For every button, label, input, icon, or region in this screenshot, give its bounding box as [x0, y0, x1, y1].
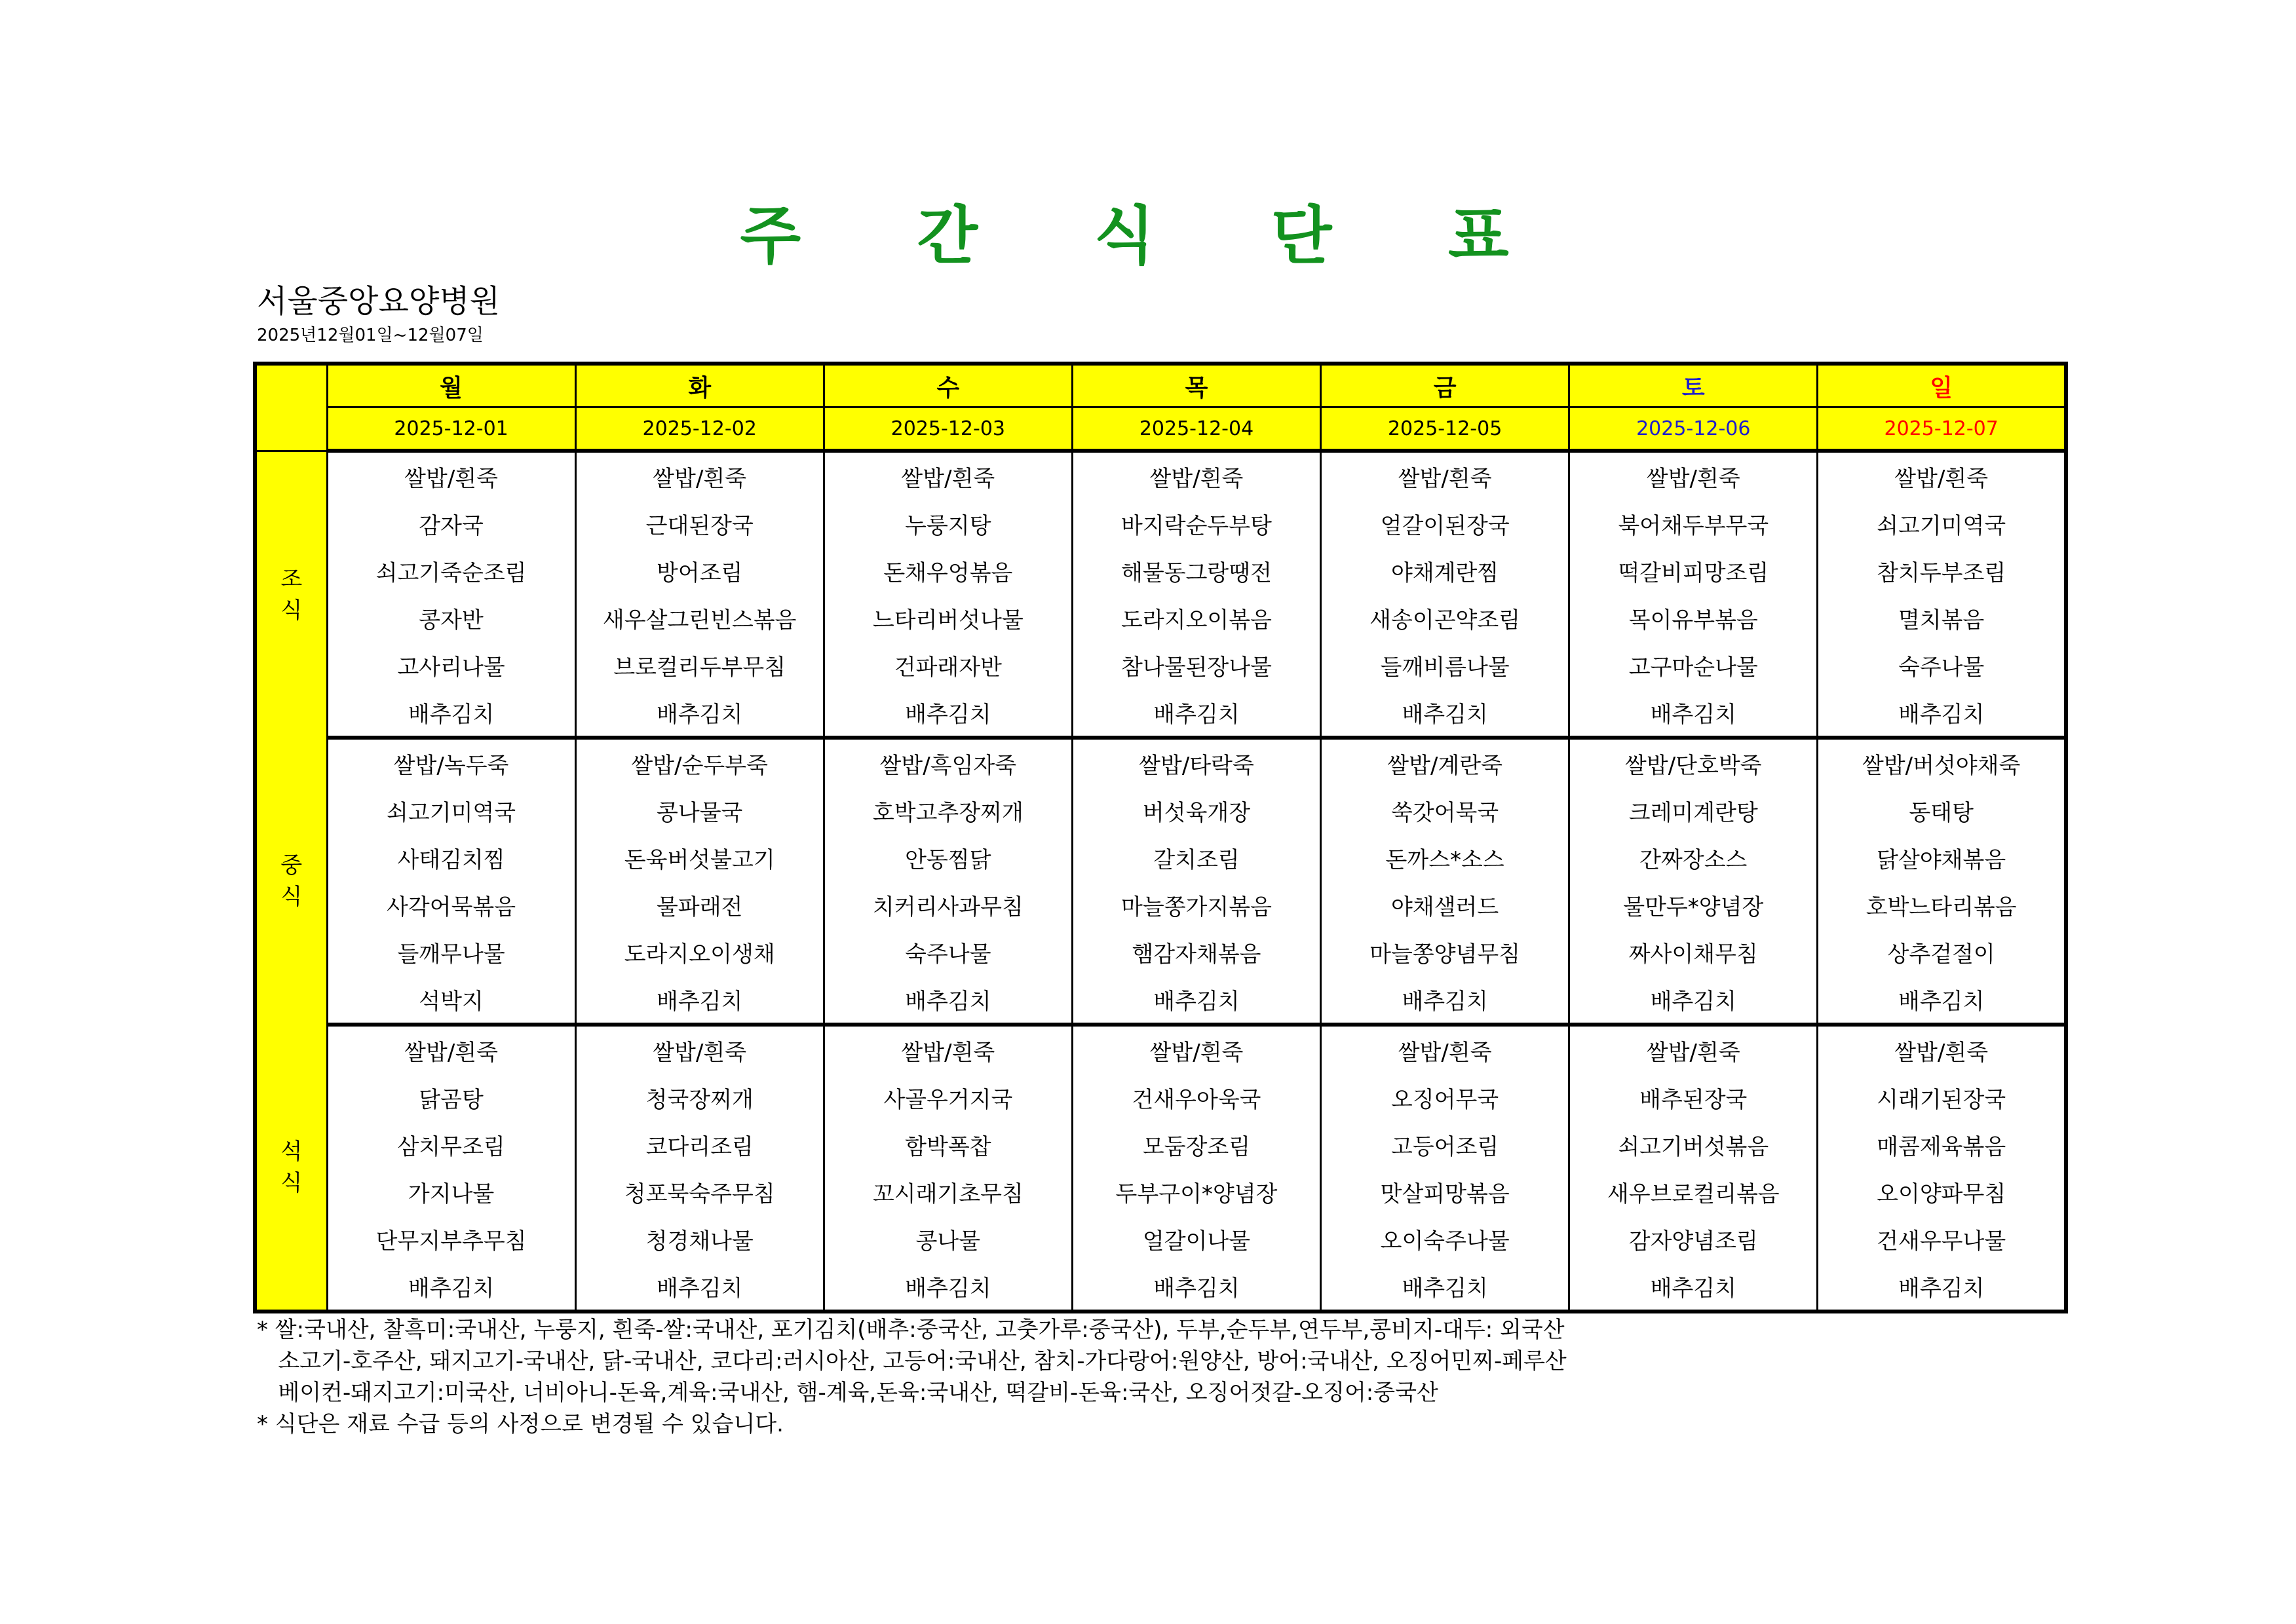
dish-cell: 상추겉절이	[1818, 928, 2066, 975]
dish-cell: 함박폭찹	[824, 1121, 1072, 1168]
dish-cell: 쌀밥/흰죽	[824, 451, 1072, 500]
table-row	[255, 1121, 2066, 1168]
table-row	[255, 641, 2066, 689]
dish-cell: 북어채두부무국	[1569, 500, 1818, 547]
origin-notes	[257, 1314, 1567, 1440]
dish-cell: 참나물된장나물	[1072, 641, 1320, 689]
dish-cell: 간짜장소스	[1569, 834, 1818, 881]
dish-cell: 호박느타리볶음	[1818, 881, 2066, 928]
dish-cell: 쌀밥/버섯야채죽	[1818, 738, 2066, 787]
page-title: 주 간 식 단 표	[740, 199, 1556, 273]
table-row	[255, 738, 2066, 787]
table-row	[255, 594, 2066, 641]
menu-period: 2025년12월01일~12월07일	[257, 326, 484, 345]
table-row	[255, 451, 2066, 500]
day-date: 2025-12-03	[824, 407, 1072, 451]
dish-cell: 마늘쫑가지볶음	[1072, 881, 1320, 928]
dish-cell: 얼갈이된장국	[1321, 500, 1569, 547]
dish-cell: 해물동그랑땡전	[1072, 547, 1320, 594]
dish-cell: 새우브로컬리볶음	[1569, 1168, 1818, 1215]
dish-cell: 햄감자채볶음	[1072, 928, 1320, 975]
dish-cell: 배추김치	[1072, 975, 1320, 1025]
dish-cell: 도라지오이생채	[575, 928, 824, 975]
dish-cell: 쌀밥/단호박죽	[1569, 738, 1818, 787]
dish-cell: 브로컬리두부무침	[575, 641, 824, 689]
dish-cell: 배추김치	[824, 975, 1072, 1025]
dish-cell: 사태김치찜	[327, 834, 575, 881]
dish-cell: 쌀밥/흰죽	[327, 451, 575, 500]
dish-cell: 쇠고기미역국	[327, 787, 575, 834]
dish-cell: 쌀밥/흰죽	[1569, 1025, 1818, 1074]
dish-cell: 쌀밥/흰죽	[1321, 451, 1569, 500]
dish-cell: 단무지부추무침	[327, 1215, 575, 1262]
dish-cell: 쌀밥/흰죽	[1321, 1025, 1569, 1074]
dish-cell: 갈치조림	[1072, 834, 1320, 881]
dish-cell: 쇠고기미역국	[1818, 500, 2066, 547]
dish-cell: 얼갈이나물	[1072, 1215, 1320, 1262]
dish-cell: 쌀밥/흰죽	[1072, 1025, 1320, 1074]
dish-cell: 치커리사과무침	[824, 881, 1072, 928]
dish-cell: 배추김치	[824, 1262, 1072, 1312]
table-row	[255, 1262, 2066, 1312]
table-row	[255, 689, 2066, 738]
dish-cell: 배추김치	[1818, 689, 2066, 738]
dish-cell: 바지락순두부탕	[1072, 500, 1320, 547]
dish-cell: 쌀밥/흰죽	[1818, 451, 2066, 500]
dish-cell: 콩나물	[824, 1215, 1072, 1262]
hospital-name: 서울중앙요양병원	[257, 283, 500, 320]
dish-cell: 배추김치	[1321, 975, 1569, 1025]
dish-cell: 배추김치	[824, 689, 1072, 738]
note-line: * 쌀:국내산, 찰흑미:국내산, 누룽지, 흰죽-쌀:국내산, 포기김치(배추:중국산, 고춧가루:중국산), 두부,순두부,연두부,콩비지-대두: 외국산	[257, 1317, 1565, 1343]
dish-cell: 새우살그린빈스볶음	[575, 594, 824, 641]
header-corner	[255, 364, 327, 451]
dish-cell: 쌀밥/순두부죽	[575, 738, 824, 787]
dish-cell: 쌀밥/흰죽	[327, 1025, 575, 1074]
dish-cell: 배추김치	[575, 975, 824, 1025]
dish-cell: 감자국	[327, 500, 575, 547]
day-date: 2025-12-04	[1072, 407, 1320, 451]
dish-cell: 감자양념조림	[1569, 1215, 1818, 1262]
dish-cell: 멸치볶음	[1818, 594, 2066, 641]
dish-cell: 닭곰탕	[327, 1074, 575, 1121]
dish-cell: 짜사이채무침	[1569, 928, 1818, 975]
dish-cell: 배추김치	[1569, 1262, 1818, 1312]
dish-cell: 돈채우엉볶음	[824, 547, 1072, 594]
dish-cell: 느타리버섯나물	[824, 594, 1072, 641]
dish-cell: 숙주나물	[1818, 641, 2066, 689]
note-line: 베이컨-돼지고기:미국산, 너비아니-돈육,계육:국내산, 햄-계육,돈육:국내산, 떡갈비-돈육:국산, 오징어젓갈-오징어:중국산	[257, 1380, 1438, 1406]
dish-cell: 쌀밥/흰죽	[1569, 451, 1818, 500]
dish-cell: 쌀밥/흰죽	[575, 1025, 824, 1074]
dish-cell: 고구마순나물	[1569, 641, 1818, 689]
dish-cell: 동태탕	[1818, 787, 2066, 834]
dish-cell: 쌀밥/흰죽	[1818, 1025, 2066, 1074]
dish-cell: 버섯육개장	[1072, 787, 1320, 834]
dish-cell: 호박고추장찌개	[824, 787, 1072, 834]
table-row	[255, 928, 2066, 975]
dish-cell: 가지나물	[327, 1168, 575, 1215]
meal-label-text: 석 식	[280, 1138, 303, 1196]
day-date: 2025-12-01	[327, 407, 575, 451]
dish-cell: 들깨비름나물	[1321, 641, 1569, 689]
meal-label-text: 조 식	[280, 565, 303, 624]
dish-cell: 참치두부조림	[1818, 547, 2066, 594]
dish-cell: 배추김치	[1569, 975, 1818, 1025]
table-row	[255, 547, 2066, 594]
dish-cell: 안동찜닭	[824, 834, 1072, 881]
dish-cell: 시래기된장국	[1818, 1074, 2066, 1121]
day-name: 일	[1818, 364, 2066, 407]
dish-cell: 돈까스*소스	[1321, 834, 1569, 881]
meal-label	[255, 1025, 327, 1312]
dish-cell: 청포묵숙주무침	[575, 1168, 824, 1215]
dish-cell: 사각어묵볶음	[327, 881, 575, 928]
dish-cell: 크레미계란탕	[1569, 787, 1818, 834]
table-row	[255, 834, 2066, 881]
dish-cell: 닭살야채볶음	[1818, 834, 2066, 881]
dish-cell: 배추김치	[327, 1262, 575, 1312]
dish-cell: 배추김치	[1818, 975, 2066, 1025]
dish-cell: 오징어무국	[1321, 1074, 1569, 1121]
dish-cell: 야채샐러드	[1321, 881, 1569, 928]
dish-cell: 배추김치	[1072, 689, 1320, 738]
dish-cell: 배추김치	[575, 689, 824, 738]
table-row	[255, 975, 2066, 1025]
dish-cell: 건새우아욱국	[1072, 1074, 1320, 1121]
note-line: * 식단은 재료 수급 등의 사정으로 변경될 수 있습니다.	[257, 1411, 784, 1437]
dish-cell: 두부구이*양념장	[1072, 1168, 1320, 1215]
dish-cell: 쌀밥/계란죽	[1321, 738, 1569, 787]
dish-cell: 배추김치	[1818, 1262, 2066, 1312]
dish-cell: 물만두*양념장	[1569, 881, 1818, 928]
dish-cell: 사골우거지국	[824, 1074, 1072, 1121]
day-date: 2025-12-06	[1569, 407, 1818, 451]
day-date: 2025-12-07	[1818, 407, 2066, 451]
table-row	[255, 1215, 2066, 1262]
day-name: 화	[575, 364, 824, 407]
dish-cell: 물파래전	[575, 881, 824, 928]
dish-cell: 모둠장조림	[1072, 1121, 1320, 1168]
note-line: 소고기-호주산, 돼지고기-국내산, 닭-국내산, 코다리:러시아산, 고등어:국내산, 참치-가다랑어:원양산, 방어:국내산, 오징어민찌-페루산	[257, 1348, 1567, 1374]
dish-cell: 마늘쫑양념무침	[1321, 928, 1569, 975]
day-name: 토	[1569, 364, 1818, 407]
dish-cell: 돈육버섯불고기	[575, 834, 824, 881]
dish-cell: 코다리조림	[575, 1121, 824, 1168]
dish-cell: 숙주나물	[824, 928, 1072, 975]
day-name: 월	[327, 364, 575, 407]
dish-cell: 배추김치	[327, 689, 575, 738]
dish-cell: 쌀밥/흑임자죽	[824, 738, 1072, 787]
dish-cell: 오이숙주나물	[1321, 1215, 1569, 1262]
dish-cell: 배추김치	[1321, 689, 1569, 738]
table-row	[255, 1074, 2066, 1121]
meal-label	[255, 451, 327, 738]
table-row	[255, 881, 2066, 928]
dish-cell: 오이양파무침	[1818, 1168, 2066, 1215]
dish-cell: 방어조림	[575, 547, 824, 594]
dish-cell: 콩자반	[327, 594, 575, 641]
dish-cell: 쌀밥/녹두죽	[327, 738, 575, 787]
table-row	[255, 1025, 2066, 1074]
dish-cell: 목이유부볶음	[1569, 594, 1818, 641]
dish-cell: 쌀밥/타락죽	[1072, 738, 1320, 787]
dish-cell: 석박지	[327, 975, 575, 1025]
dish-cell: 배추된장국	[1569, 1074, 1818, 1121]
dish-cell: 매콤제육볶음	[1818, 1121, 2066, 1168]
dish-cell: 배추김치	[575, 1262, 824, 1312]
meal-label-text: 중 식	[280, 852, 303, 910]
day-header-row	[255, 364, 2066, 407]
dish-cell: 새송이곤약조림	[1321, 594, 1569, 641]
dish-cell: 청국장찌개	[575, 1074, 824, 1121]
dish-cell: 쌀밥/흰죽	[575, 451, 824, 500]
dish-cell: 배추김치	[1569, 689, 1818, 738]
day-name: 금	[1321, 364, 1569, 407]
dish-cell: 들깨무나물	[327, 928, 575, 975]
dish-cell: 쌀밥/흰죽	[824, 1025, 1072, 1074]
day-name: 목	[1072, 364, 1320, 407]
dish-cell: 쑥갓어묵국	[1321, 787, 1569, 834]
dish-cell: 고등어조림	[1321, 1121, 1569, 1168]
dish-cell: 건새우무나물	[1818, 1215, 2066, 1262]
dish-cell: 청경채나물	[575, 1215, 824, 1262]
dish-cell: 도라지오이볶음	[1072, 594, 1320, 641]
date-header-row	[255, 407, 2066, 451]
dish-cell: 쇠고기죽순조림	[327, 547, 575, 594]
dish-cell: 고사리나물	[327, 641, 575, 689]
dish-cell: 배추김치	[1321, 1262, 1569, 1312]
dish-cell: 맛살피망볶음	[1321, 1168, 1569, 1215]
dish-cell: 꼬시래기초무침	[824, 1168, 1072, 1215]
dish-cell: 콩나물국	[575, 787, 824, 834]
weekly-menu-table	[253, 362, 2068, 1313]
day-date: 2025-12-02	[575, 407, 824, 451]
day-name: 수	[824, 364, 1072, 407]
dish-cell: 떡갈비피망조림	[1569, 547, 1818, 594]
dish-cell: 배추김치	[1072, 1262, 1320, 1312]
day-date: 2025-12-05	[1321, 407, 1569, 451]
meal-label	[255, 738, 327, 1025]
table-row	[255, 500, 2066, 547]
dish-cell: 삼치무조림	[327, 1121, 575, 1168]
dish-cell: 근대된장국	[575, 500, 824, 547]
dish-cell: 건파래자반	[824, 641, 1072, 689]
dish-cell: 쇠고기버섯볶음	[1569, 1121, 1818, 1168]
dish-cell: 누룽지탕	[824, 500, 1072, 547]
dish-cell: 쌀밥/흰죽	[1072, 451, 1320, 500]
dish-cell: 야채계란찜	[1321, 547, 1569, 594]
table-row	[255, 1168, 2066, 1215]
table-row	[255, 787, 2066, 834]
